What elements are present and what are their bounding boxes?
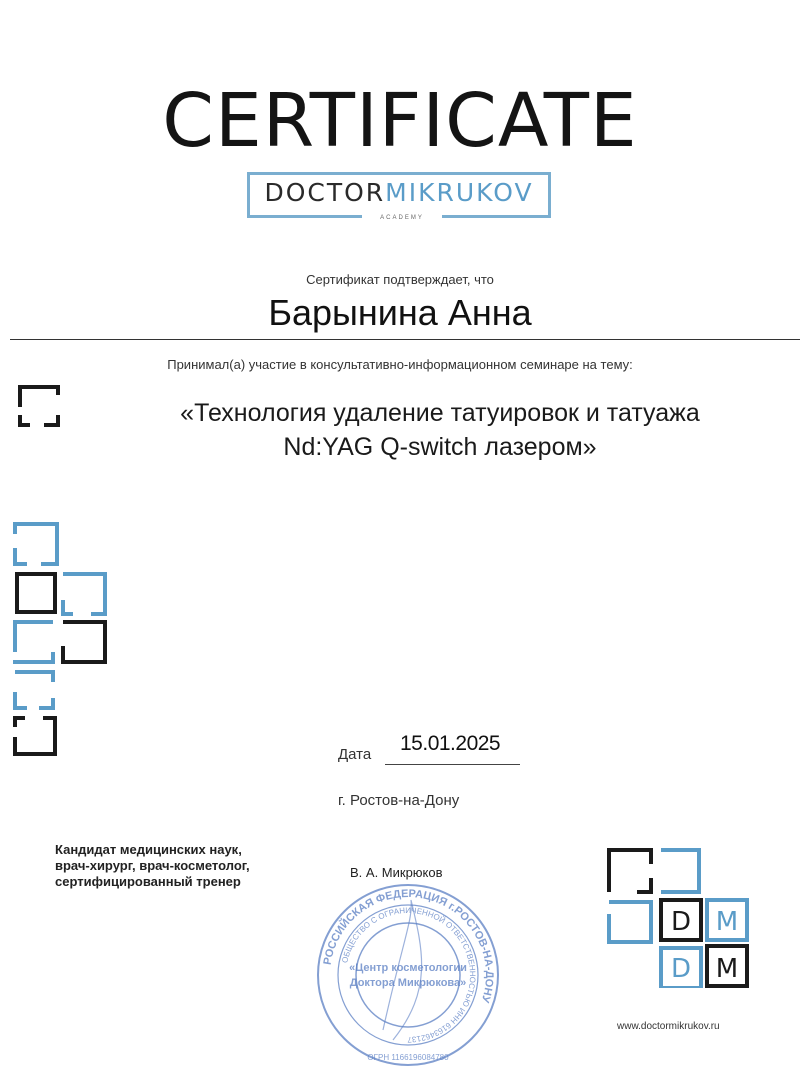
credential-line-3: сертифицированный тренер (55, 874, 241, 889)
signer-credentials (55, 842, 250, 890)
brand-mark-dm (607, 848, 752, 988)
certificate-title: CERTIFICATE (162, 78, 638, 164)
date-value: 15.01.2025 (400, 732, 501, 755)
city: г. Ростов-на-Дону (338, 792, 460, 809)
brand-letter-d2: D (670, 954, 692, 984)
website-url: www.doctormikrukov.ru (617, 1021, 720, 1032)
corner-bracket-icon (18, 385, 62, 427)
date-underline (385, 764, 520, 765)
stamp-center-line-2: Доктора Микрюкова» (349, 977, 467, 989)
stamp-ogrn: ОГРН 1166196084780 (367, 1053, 449, 1062)
participation-text: Принимал(а) участие в консультативно-информационном семинаре на тему: (167, 357, 633, 372)
seminar-topic (80, 396, 800, 464)
credential-line-2: врач-хирург, врач-косметолог, (55, 858, 250, 873)
brand-letter-m1: M (715, 907, 739, 937)
logo-part-mikrukov: MIKRUKOV (385, 178, 534, 207)
company-stamp (313, 880, 503, 1070)
logo-part-doctor: DOCTOR (264, 178, 386, 207)
recipient-name: Барынина Анна (268, 292, 532, 333)
stamp-center-line-1: «Центр косметологии (349, 962, 467, 974)
brand-letter-d1: D (670, 907, 692, 937)
logo (247, 178, 551, 207)
signer-name: В. А. Микрюков (350, 865, 443, 880)
name-underline (10, 339, 800, 340)
decorative-squares-pattern (13, 522, 113, 762)
brand-letter-m2: M (715, 954, 739, 984)
stamp-outer-path: РОССИЙСКАЯ ФЕДЕРАЦИЯ г.РОСТОВ-НА-ДОНУ (321, 887, 496, 1004)
date-label: Дата (338, 746, 372, 763)
topic-line-2: Nd:YAG Q-switch лазером» (283, 433, 597, 461)
credential-line-1: Кандидат медицинских наук, (55, 842, 242, 857)
logo-subtitle: ACADEMY (362, 215, 442, 221)
topic-line-1: «Технология удаление татуировок и татуажа (180, 399, 700, 427)
stamp-inner-path: ОБЩЕСТВО С ОГРАНИЧЕННОЙ ОТВЕТСТВЕННОСТЬЮ ИНН 6163462137 (340, 905, 478, 1045)
confirmation-text: Сертификат подтверждает, что (306, 272, 494, 287)
